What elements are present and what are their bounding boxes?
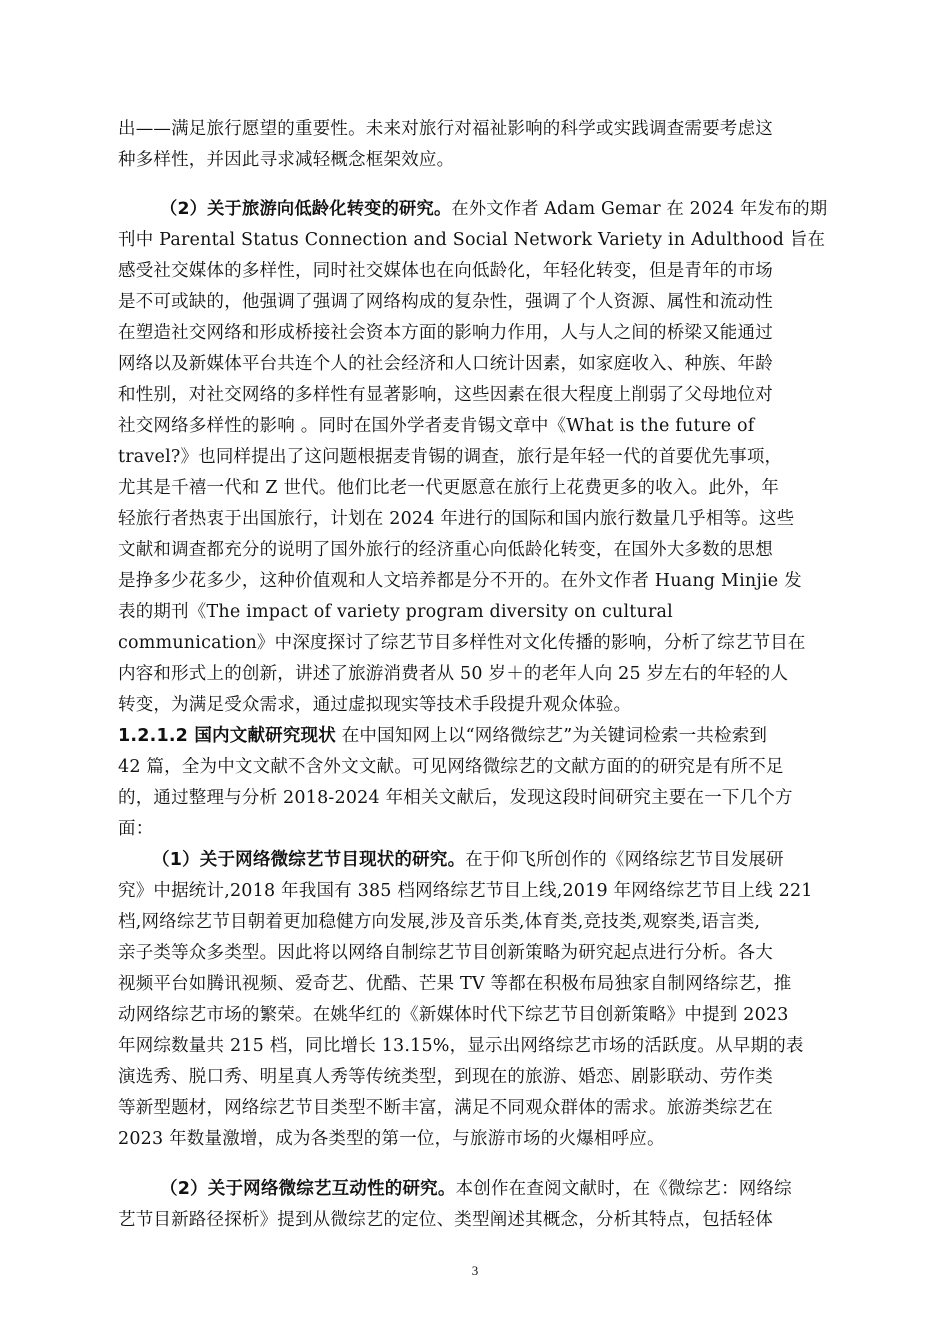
paragraph-line (160, 198, 827, 220)
paragraph-line (152, 849, 784, 871)
text-line: 社交网络多样性的影响 。同时在国外学者麦肯锡文章中《What is the future of (118, 416, 755, 436)
text-line: 42 篇，全为中文文献不含外文文献。可见网络微综艺的文献方面的的研究是有所不足 (118, 757, 784, 777)
paragraph-heading: （2）关于网络微综艺互动性的研究。 (160, 1179, 456, 1199)
page-number: 3 (471, 1263, 479, 1278)
text-line: 表的期刊《The impact of variety program diversity on cultural (118, 602, 673, 622)
text-line: 网络以及新媒体平台共连个人的社会经济和人口统计因素，如家庭收入、种族、年龄 (118, 354, 773, 374)
text-run: 在于仰飞所创作的《网络综艺节目发展研 (465, 850, 784, 870)
text-line: 年网综数量共 215 档，同比增长 13.15%，显示出网络综艺市场的活跃度。从早期的表 (118, 1036, 804, 1056)
text-line: 尤其是千禧一代和 Z 世代。他们比老一代更愿意在旅行上花费更多的收入。此外，年 (118, 478, 780, 498)
text-line: 感受社交媒体的多样性，同时社交媒体也在向低龄化，年轻化转变，但是青年的市场 (118, 261, 773, 281)
paragraph-line (160, 1178, 792, 1200)
text-line: 面： (118, 819, 154, 839)
text-run: 本创作在查阅文献时，在《微综艺：网络综 (455, 1179, 792, 1199)
text-line: 档,网络综艺节目朝着更加稳健方向发展,涉及音乐类,体育类,竞技类,观察类,语言类, (118, 912, 761, 932)
text-line: 2023 年数量激增，成为各类型的第一位，与旅游市场的火爆相呼应。 (118, 1129, 665, 1149)
text-line: 种多样性，并因此寻求减轻概念框架效应。 (118, 150, 455, 170)
text-line: 在塑造社交网络和形成桥接社会资本方面的影响力作用，人与人之间的桥梁又能通过 (118, 323, 773, 343)
text-line: 究》中据统计,2018 年我国有 385 档网络综艺节目上线,2019 年网络综艺节目上线 221 (118, 881, 813, 901)
text-run: 在外文作者 Adam Gemar 在 2024 年发布的期 (451, 199, 828, 219)
paragraph-heading: （1）关于网络微综艺节目现状的研究。 (152, 850, 466, 870)
text-line: 等新型题材，网络综艺节目类型不断丰富，满足不同观众群体的需求。旅游类综艺在 (118, 1098, 773, 1118)
text-line: 轻旅行者热衷于出国旅行，计划在 2024 年进行的国际和国内旅行数量几乎相等。这些 (118, 509, 795, 529)
text-line: 出——满足旅行愿望的重要性。未来对旅行对福祉影响的科学或实践调查需要考虑这 (118, 119, 773, 139)
text-line: communication》中深度探讨了综艺节目多样性对文化传播的影响，分析了综艺节目在 (118, 633, 806, 653)
text-line: 文献和调查都充分的说明了国外旅行的经济重心向低龄化转变，在国外大多数的思想 (118, 540, 773, 560)
text-line: 的，通过整理与分析 2018-2024 年相关文献后，发现这段时间研究主要在一下几个方 (118, 788, 793, 808)
text-run: 在中国知网上以“网络微综艺”为关键词检索一共检索到 (335, 726, 768, 746)
paragraph-heading: （2）关于旅游向低龄化转变的研究。 (160, 199, 452, 219)
text-line: 亲子类等众多类型。因此将以网络自制综艺节目创新策略为研究起点进行分析。各大 (118, 943, 773, 963)
text-line: 视频平台如腾讯视频、爱奇艺、优酷、芒果 TV 等都在积极布局独家自制网络综艺，推 (118, 974, 792, 994)
text-line: 和性别，对社交网络的多样性有显著影响，这些因素在很大程度上削弱了父母地位对 (118, 385, 773, 405)
text-line: travel?》也同样提出了这问题根据麦肯锡的调查，旅行是年轻一代的首要优先事项， (118, 447, 783, 467)
text-line: 刊中 Parental Status Connection and Social Network Variety in Adulthood 旨在 (118, 230, 826, 250)
text-line: 转变，为满足受众需求，通过虚拟现实等技术手段提升观众体验。 (118, 695, 632, 715)
text-line: 动网络综艺市场的繁荣。在姚华红的《新媒体时代下综艺节目创新策略》中提到 2023 (118, 1005, 789, 1025)
text-line: 是不可或缺的，他强调了强调了网络构成的复杂性，强调了个人资源、属性和流动性 (118, 292, 773, 312)
text-line: 演选秀、脱口秀、明星真人秀等传统类型，到现在的旅游、婚恋、剧影联动、劳作类 (118, 1067, 773, 1087)
text-line: 内容和形式上的创新，讲述了旅游消费者从 50 岁＋的老年人向 25 岁左右的年轻的人 (118, 664, 789, 684)
text-line: 艺节目新路径探析》提到从微综艺的定位、类型阐述其概念，分析其特点，包括轻体 (118, 1210, 773, 1230)
section-heading: 1.2.1.2 国内文献研究现状 (118, 726, 336, 746)
section-line (118, 725, 767, 747)
text-line: 是挣多少花多少，这种价值观和人文培养都是分不开的。在外文作者 Huang Minjie 发 (118, 571, 802, 591)
